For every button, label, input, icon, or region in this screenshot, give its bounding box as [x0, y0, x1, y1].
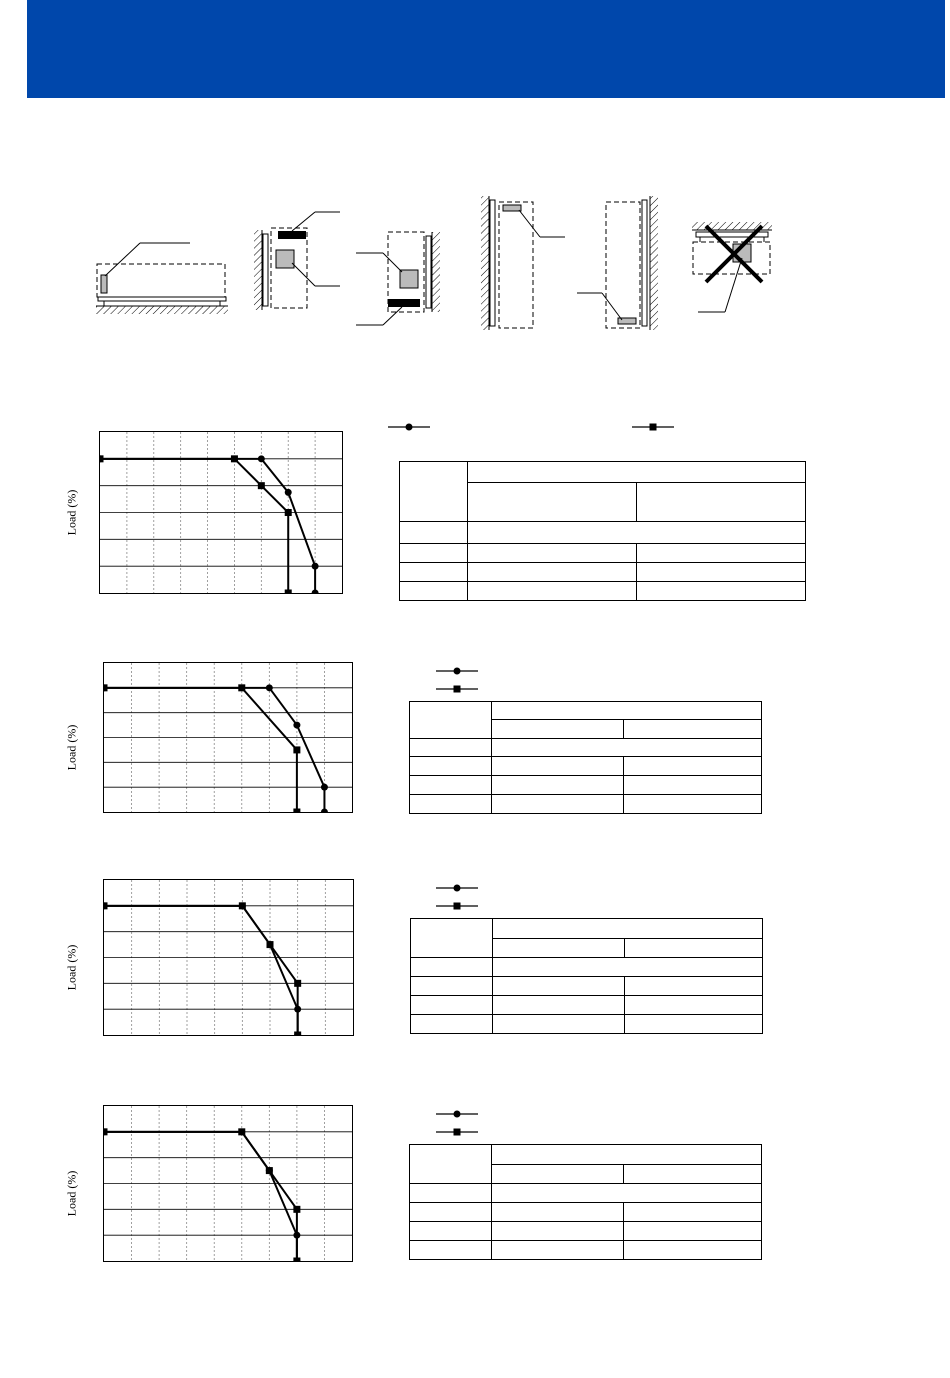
mount-diagram-floor — [96, 243, 228, 314]
data-point-square — [99, 455, 104, 462]
mount-diagram-wall-up — [254, 212, 340, 310]
data-point-circle — [312, 563, 319, 570]
mount-diagram-ceiling-prohibited — [692, 222, 772, 312]
legend-square-marker — [454, 903, 461, 910]
data-point-square — [103, 1128, 108, 1135]
data-point-square — [258, 482, 265, 489]
series-line-square — [100, 459, 288, 593]
legend-circle-marker — [406, 424, 413, 431]
spec-table — [410, 918, 763, 1034]
series-line-square — [104, 906, 298, 1035]
derating-chart — [99, 431, 343, 594]
data-point-circle — [293, 722, 300, 729]
data-point-square — [103, 684, 108, 691]
data-point-square — [266, 1167, 273, 1174]
legend-square-marker — [454, 1129, 461, 1136]
data-point-square — [293, 1206, 300, 1213]
derating-chart — [103, 662, 353, 813]
data-point-square — [285, 509, 292, 516]
data-point-circle — [321, 809, 328, 814]
legend-square-marker — [454, 686, 461, 693]
series-line-circle — [104, 906, 298, 1035]
mount-diagram-vertical-top — [481, 196, 565, 330]
axis-ylabel: Load (%) — [64, 724, 79, 771]
data-point-square — [294, 980, 301, 987]
data-point-circle — [258, 455, 265, 462]
data-point-square — [267, 941, 274, 948]
data-point-circle — [321, 784, 328, 791]
legend-swatches — [386, 420, 686, 434]
series-line-circle — [104, 688, 324, 812]
legend-swatches — [434, 881, 484, 913]
derating-chart — [103, 1105, 353, 1262]
data-point-circle — [285, 489, 292, 496]
data-point-square — [293, 746, 300, 753]
spec-table — [399, 461, 806, 601]
data-point-circle — [266, 684, 273, 691]
data-point-circle — [312, 590, 319, 595]
mount-diagram-vertical-bottom — [577, 196, 658, 330]
data-point-square — [293, 809, 300, 814]
data-point-square — [239, 902, 246, 909]
spec-table — [409, 1144, 762, 1260]
data-point-square — [238, 1128, 245, 1135]
derating-chart — [103, 879, 354, 1036]
legend-circle-marker — [454, 885, 461, 892]
series-line-square — [104, 1132, 297, 1261]
axis-ylabel: Load (%) — [64, 1170, 79, 1217]
legend-circle-marker — [454, 668, 461, 675]
series-line-circle — [104, 1132, 297, 1261]
axis-ylabel: Load (%) — [64, 489, 79, 536]
axis-ylabel: Load (%) — [64, 944, 79, 991]
data-point-square — [103, 902, 108, 909]
data-point-square — [231, 455, 238, 462]
legend-swatches — [434, 664, 484, 696]
mounting-diagrams — [0, 0, 950, 380]
series-line-square — [104, 688, 297, 812]
spec-table — [409, 701, 762, 814]
mount-diagram-wall-down — [356, 232, 440, 325]
data-point-square — [294, 1032, 301, 1037]
data-point-square — [293, 1258, 300, 1263]
legend-square-marker — [650, 424, 657, 431]
legend-swatches — [434, 1107, 484, 1139]
data-point-square — [238, 684, 245, 691]
data-point-square — [285, 590, 292, 595]
legend-circle-marker — [454, 1111, 461, 1118]
